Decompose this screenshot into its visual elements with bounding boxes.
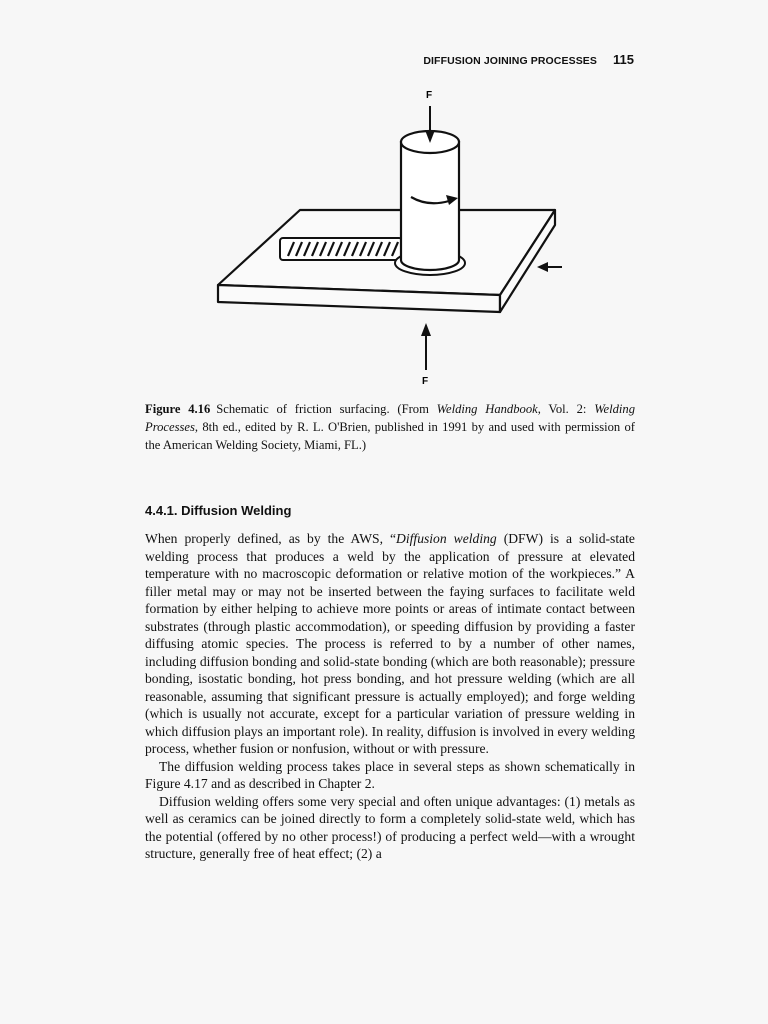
force-label-bottom: F <box>422 376 429 387</box>
caption-source-title: Welding Handbook <box>436 402 538 416</box>
paragraph: Diffusion welding offers some very special and often unique advantages: (1) metals as well as ceramics can be joined directly to form a completely solid-state weld, which has the potential (offered by no other process!) of producing a perfect weld—with a wrought structure, generally free of heat effect; (2) a <box>145 793 635 861</box>
body-text <box>145 530 635 863</box>
deposited-layer <box>280 238 402 260</box>
figure-number: Figure 4.16 <box>145 402 211 416</box>
figure-friction-surfacing <box>200 80 580 390</box>
force-label-top: F <box>426 90 433 101</box>
defined-term: Diffusion welding <box>396 531 497 546</box>
caption-text-1: Schematic of friction surfacing. (From <box>216 402 437 416</box>
figure-caption <box>145 400 635 454</box>
paragraph: When properly defined, as by the AWS, “Diffusion welding (DFW) is a solid-state welding process that produces a weld by the application of pressure at elevated temperature with no macroscopic deformation or relative motion of the workpieces.” A filler metal may or may not be inserted between the faying surfaces to facilitate weld formation by either helping to achieve more points or areas of intimate contact between substrates (through plastic accommodation), or speeding diffusion by providing a faster diffusing atomic species. The process is referred to by a number of other names, including diffusion bonding and solid-state bonding (which are both reasonable); pressure bonding, isostatic bonding, hot press bonding, and hot pressure welding (which are all reasonable, assuming that significant pressure is actually employed); and forge welding (which is usually not accurate, except for a particular variation of pressure welding in which diffusion plays an important role). In reality, diffusion is involved in every welding process, whether fusion or nonfusion, without or with pressure. <box>145 531 635 756</box>
friction-surfacing-diagram <box>200 80 580 390</box>
page-number: 115 <box>613 52 634 67</box>
traverse-arrow <box>537 262 562 272</box>
caption-text-2: , Vol. 2: <box>537 402 595 416</box>
caption-volume-title: Welding Processes <box>145 402 635 434</box>
force-arrow-bottom <box>421 323 431 370</box>
section-heading: 4.4.1. Diffusion Welding <box>145 503 292 518</box>
running-header <box>380 52 634 67</box>
running-title: DIFFUSION JOINING PROCESSES <box>423 55 598 67</box>
caption-text-3: , 8th ed., edited by R. L. O'Brien, published in 1991 by and used with permission of the American Welding Society, Miami, FL.) <box>145 420 635 452</box>
paragraph: The diffusion welding process takes place in several steps as shown schematically in Figure 4.17 and as described in Chapter 2. <box>145 758 635 791</box>
